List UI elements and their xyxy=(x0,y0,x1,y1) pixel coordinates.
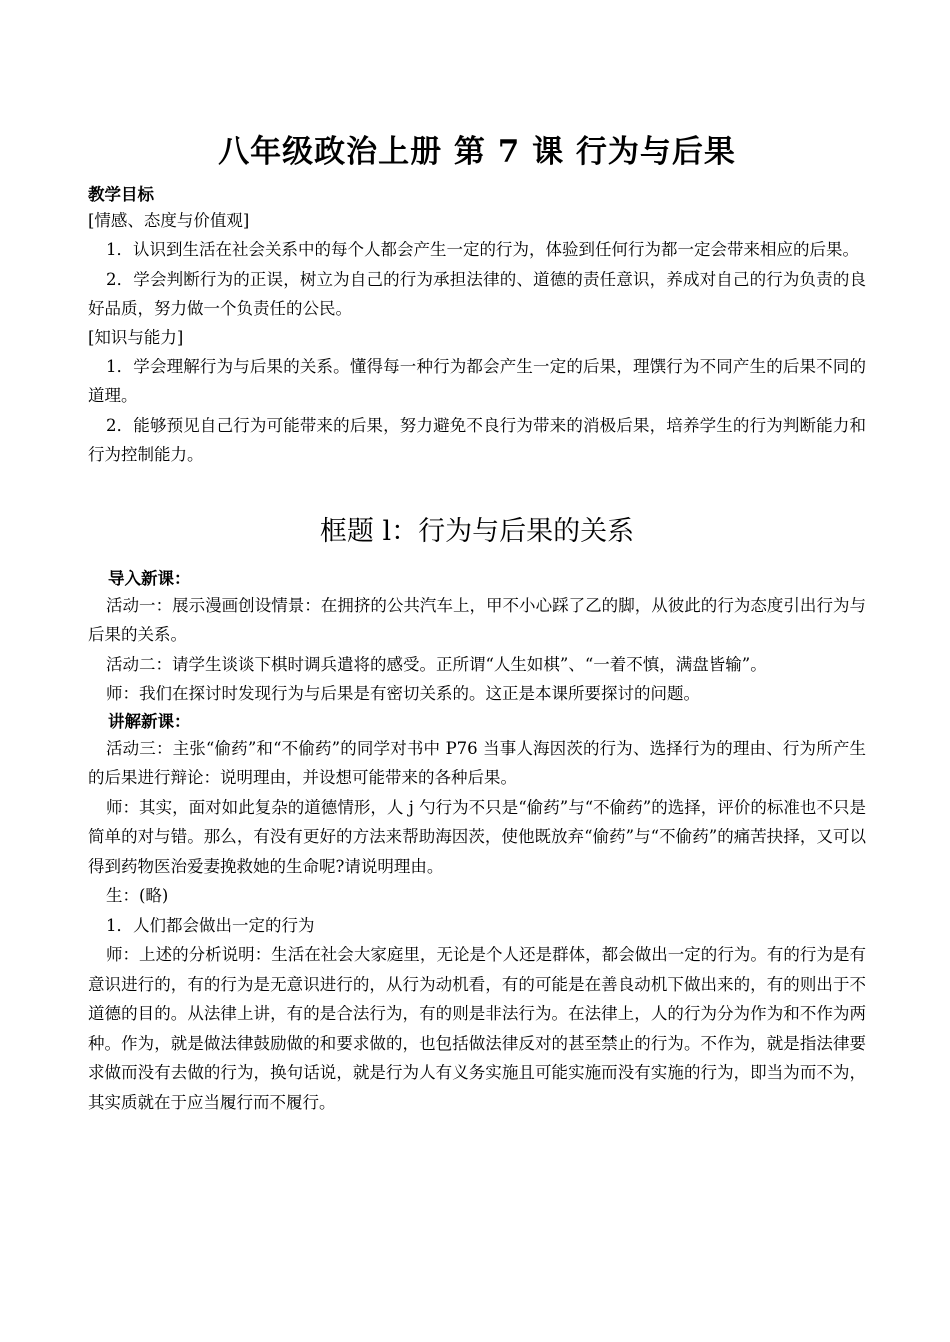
intro-paragraph-3: 师：我们在探讨时发现行为与后果是有密切关系的。这正是本课所要探讨的问题。 xyxy=(106,684,700,703)
lecture-paragraph-2: 师：其实，面对如此复杂的道德情形，人 j 勺行为不只是“偷药”与“不偷药”的选择，评价的标准也不只是简单的对与错。那么，有没有更好的方法来帮助海因茨，使他既放弃“偷药”与“不偷药”的痛苦抉择，又可以得到药物医治爱妻挽救她的生命呢?请说明理由。 xyxy=(88,797,866,876)
intro-paragraph-1: 活动一：展示漫画创设情景：在拥挤的公共汽车上，甲不小心踩了乙的脚，从彼此的行为态度引出行为与后果的关系。 xyxy=(88,595,866,644)
objectives-heading: 教学目标 xyxy=(88,185,154,204)
intro-paragraph-2: 活动二：请学生谈谈下棋时调兵遣将的感受。正所谓“人生如棋”、“一着不慎，满盘皆输”。 xyxy=(106,654,767,674)
section-label-attitude: [情感、态度与价值观] xyxy=(88,211,250,230)
lecture-paragraph-1: 活动三：主张“偷药”和“不偷药”的同学对书中 P76 当事人海因茨的行为、选择行为的理由、行为所产生的后果进行辩论：说明理由，并设想可能带来的各种后果。 xyxy=(88,738,866,787)
attitude-item-2: 2．学会判断行为的正误，树立为自己的行为承担法律的、道德的责任意识，养成对自己的行为负责的良好品质，努力做一个负责任的公民。 xyxy=(88,269,866,318)
document-page xyxy=(88,128,866,1117)
lecture-paragraph-3: 生：(略) xyxy=(106,886,169,905)
intro-heading: 导入新课： xyxy=(108,568,191,588)
lecture-heading: 讲解新课： xyxy=(108,711,191,731)
section-label-knowledge: [知识与能力] xyxy=(88,327,184,347)
knowledge-item-1: 1．学会理解行为与后果的关系。懂得每一种行为都会产生一定的后果，理馔行为不同产生的后果不同的道理。 xyxy=(88,356,866,405)
knowledge-item-2: 2．能够预见自己行为可能带来的后果，努力避免不良行为带来的消极后果，培养学生的行为判断能力和行为控制能力。 xyxy=(88,415,866,464)
document-title: 八年级政治上册 第 7 课 行为与后果 xyxy=(218,134,736,170)
frame-title: 框题 l：行为与后果的关系 xyxy=(319,515,635,547)
attitude-item-1: 1．认识到生活在社会关系中的每个人都会产生一定的行为，体验到任何行为都一定会带来相应的后果。 xyxy=(106,240,859,259)
lecture-subheading-1: 1．人们都会做出一定的行为 xyxy=(106,915,315,935)
lecture-paragraph-4: 师：上述的分析说明：生活在社会大家庭里，无论是个人还是群体，都会做出一定的行为。有的行为是有意识进行的，有的行为是无意识进行的，从行为动机看，有的可能是在善良动机下做出来的，有的则出于不道德的目的。从法律上讲，有的是合法行为，有的则是非法行为。在法律上，人的行为分为作为和不作为两种。作为，就是做法律鼓励做的和要求做的，也包括做法律反对的甚至禁止的行为。不作为，就是指法律要求做而没有去做的行为，换句话说，就是行为人有义务实施且可能实施而没有实施的行为，即当为而不为，其实质就在于应当履行而不履行。 xyxy=(88,945,866,1112)
